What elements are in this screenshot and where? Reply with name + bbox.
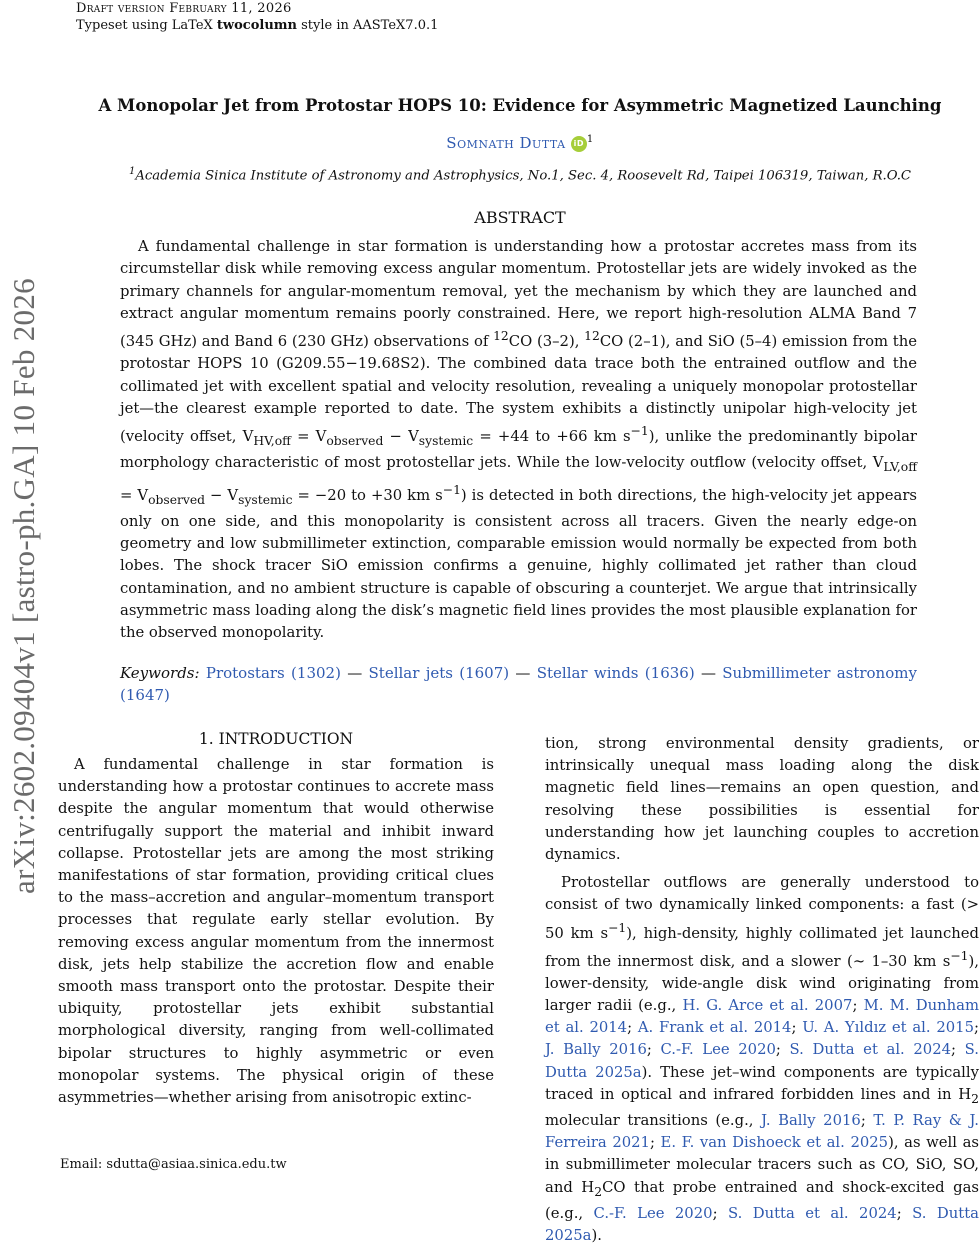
citation-link[interactable]: S. Dutta et al. 2024 — [727, 1204, 897, 1222]
paper-title: A Monopolar Jet from Protostar HOPS 10: Evidence for Asymmetric Magnetized Launching — [98, 96, 942, 115]
intro-paragraph-1-continued: tion, strong environmental density gradients, or intrinsically unequal mass loading along the disk magnetic field lines—remains an open question, and resolving these possibilities is essential for understanding how jet launching couples to accretion dynamics. — [545, 735, 979, 864]
running-header — [76, 0, 438, 34]
left-column — [58, 730, 494, 1109]
email-footnote: Email: sdutta@asiaa.sinica.edu.tw — [60, 1157, 287, 1172]
keywords-label: Keywords: — [120, 664, 200, 682]
author-name[interactable]: Somnath Dutta — [446, 134, 566, 152]
citation-link[interactable]: H. G. Arce et al. 2007 — [682, 997, 853, 1015]
citation-link[interactable]: J. Bally 2016 — [545, 1041, 647, 1059]
draft-version: Draft version February 11, 2026 — [76, 1, 292, 16]
section-heading-introduction: 1. INTRODUCTION — [198, 730, 354, 748]
citation-link[interactable]: T. P. Ray & J. Ferreira 2021 — [545, 1112, 979, 1152]
email-address[interactable]: sdutta@asiaa.sinica.edu.tw — [106, 1157, 287, 1172]
orcid-icon[interactable]: iD — [571, 136, 587, 152]
citation-link[interactable]: E. F. van Dishoeck et al. 2025 — [660, 1134, 889, 1152]
citation-link[interactable]: S. Dutta 2025a — [545, 1204, 979, 1245]
citation-link[interactable]: C.-F. Lee 2020 — [593, 1204, 713, 1222]
intro-paragraph-2: Protostellar outflows are generally understood to consist of two dynamically linked components: a fast (> 50 km $s^{-1}$), high-density, highly collimated jet launched from the innermost disk, and a slower (∼ 1–30 km $s^{-1}$), lower-density, wide-angle disk wind originating from larger radii (e.g., H. G. Arce et al. 2007; M. M. Dunham et al. 2014; A. Frank et al. 2014; U. A. Yıldız et al. 2015; J. Bally 2016; C.-F. Lee 2020; S. Dutta et al. 2024; S. Dutta 2025a). These jet–wind components are typically traced in optical and infrared forbidden lines and in $H_2$ molecular transitions (e.g., J. Bally 2016; T. P. Ray & J. Ferreira 2021; E. F. van Dishoeck et al. 2025), as well as in submillimeter molecular tracers such as CO, SiO, SO, and $H_2CO$ that probe entrained and shock-excited gas (e.g., C.-F. Lee 2020; S. Dutta et al. 2024; S. Dutta 2025a). — [545, 874, 980, 1245]
keyword-link[interactable]: Stellar jets (1607) — [368, 664, 510, 682]
citation-link[interactable]: S. Dutta 2025a — [545, 1041, 979, 1081]
citation-link[interactable]: U. A. Yıldız et al. 2015 — [802, 1019, 974, 1037]
right-column — [545, 733, 979, 1247]
abstract-heading: ABSTRACT — [474, 208, 566, 227]
typeset-line: Typeset using LaTeX twocolumn style in AASTeX7.0.1 — [76, 18, 439, 33]
latex-logo: LaTeX — [171, 18, 213, 33]
author-line: Somnath Dutta iD $^1$ — [446, 134, 594, 152]
keyword-link[interactable]: Protostars (1302) — [205, 664, 341, 682]
intro-paragraph-1: A fundamental challenge in star formation is understanding how a protostar continues to accrete mass despite the angular momentum that would otherwise centrifugally support the material and inhibit inward collapse. Protostellar jets are among the most striking manifestations of star formation, providing critical clues to the mass–accretion and angular–momentum transport processes that regulate early stellar evolution. By removing excess angular momentum from the innermost disk, jets help stabilize the accretion flow and enable smooth mass transport onto the protostar. Despite their ubiquity, protostellar jets exhibit substantial morphological diversity, ranging from well-collimated bipolar structures to highly asymmetric or even monopolar systems. The physical origin of these asymmetries—whether arising from anisotropic extinc- — [58, 756, 494, 1107]
keyword-link[interactable]: Submillimeter astronomy (1647) — [120, 664, 917, 704]
citation-link[interactable]: A. Frank et al. 2014 — [637, 1019, 792, 1037]
arxiv-side-identifier: arXiv:2602.09404v1 [astro-ph.GA] 10 Feb 2026 — [6, 278, 41, 894]
keyword-link[interactable]: Stellar winds (1636) — [536, 664, 695, 682]
keywords: Keywords: Protostars (1302) — Stellar jets (1607) — Stellar winds (1636) — Submillimeter astronomy (1647) — [120, 664, 917, 704]
citation-link[interactable]: S. Dutta et al. 2024 — [789, 1041, 952, 1059]
citation-link[interactable]: C.-F. Lee 2020 — [660, 1041, 776, 1059]
abstract-text: A fundamental challenge in star formation is understanding how a protostar accretes mass from its circumstellar disk while removing excess angular momentum. Protostellar jets are widely invoked as the primary channels for angular-momentum removal, yet the mechanism by which they are launched and extract angular momentum remains poorly constrained. Here, we report high-resolution ALMA Band 7 (345 GHz) and Band 6 (230 GHz) observations of $^{12}$CO (3–2), $^{12}$CO (2–1), and SiO (5–4) emission from the protostar HOPS 10 (G209.55−19.68S2). The combined data trace both the entrained outflow and the collimated jet with excellent spatial and velocity resolution, revealing a uniquely monopolar protostellar jet—the clearest example reported to date. The system exhibits a distinctly unipolar high-velocity jet (velocity offset, $V_{HV,off} = V_{observed} - V_{systemic} = +44$ to +66 km $s^{-1}$), unlike the predominantly bipolar morphology characteristic of most protostellar jets. While the low-velocity outflow (velocity offset, $V_{LV,off} = V_{observed} - V_{systemic} = -20$ to +30 km $s^{-1}$) is detected in both directions, the high-velocity jet appears only on one side, and this monopolarity is consistent across all tracers. Given the nearly edge-on geometry and low submillimeter extinction, comparable emission would normally be expected from both lobes. The shock tracer SiO emission confirms a genuine, highly collimated jet rather than cloud contamination, and no ambient structure is capable of obscuring a counterjet. We argue that intrinsically asymmetric mass loading along the disk’s magnetic field lines provides the most plausible explanation for the observed monopolarity. — [120, 238, 917, 642]
affiliation: $^1$Academia Sinica Institute of Astronomy and Astrophysics, No.1, Sec. 4, Roosevelt Rd, Taipei 106319, Taiwan, R.O.C — [128, 166, 912, 184]
citation-link[interactable]: M. M. Dunham et al. 2014 — [545, 997, 980, 1037]
citation-link[interactable]: J. Bally 2016 — [761, 1112, 861, 1130]
